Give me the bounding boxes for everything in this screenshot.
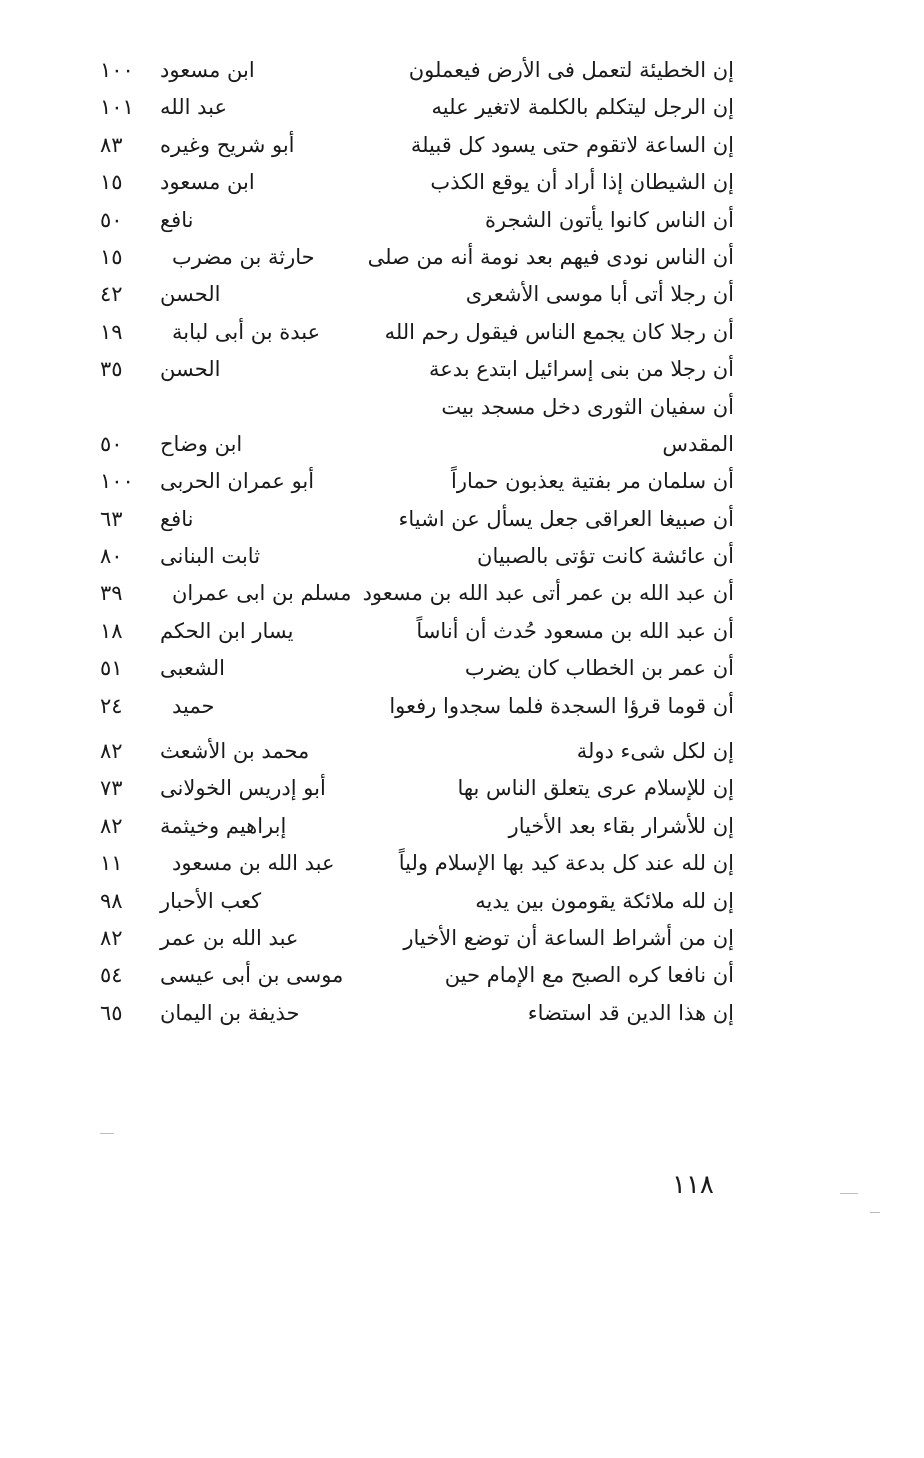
index-entry: [100, 351, 750, 388]
scan-mark: [870, 1212, 880, 1213]
index-entry: [100, 239, 750, 276]
entry-text: إن للإسلام عرى يتعلق الناس بها: [457, 776, 734, 801]
index-entry: [100, 463, 750, 500]
entry-page-ref: [100, 164, 164, 201]
index-entry: [100, 733, 750, 770]
entry-page-ref: [100, 920, 164, 957]
entry-text: أن رجلا من بنى إسرائيل ابتدع بدعة: [428, 357, 734, 382]
entry-page-ref: [100, 52, 164, 89]
entry-page-ref: [100, 613, 164, 650]
entry-page-ref: [100, 314, 164, 351]
entry-text: إن لله عند كل بدعة كيد بها الإسلام ولياً: [398, 851, 734, 876]
entry-page-ref: [100, 808, 164, 845]
index-entry: [100, 957, 750, 994]
index-entry: [100, 426, 750, 463]
entry-page-number: ٨٠: [100, 544, 123, 569]
entry-page-number: ٨٢: [100, 813, 123, 838]
entry-text: أن عبد الله بن مسعود حُدث أن أناساً: [416, 618, 734, 643]
entry-page-ref: [100, 845, 164, 882]
entry-page-number: ٥٤: [100, 963, 123, 988]
entry-text: إن لله ملائكة يقومون بين يديه: [475, 888, 734, 913]
entry-page-ref: [100, 239, 164, 276]
index-entry: [100, 613, 750, 650]
entry-narrator: ابن مسعود: [160, 170, 255, 195]
entry-page-ref: [100, 276, 164, 313]
entry-page-number: ٨٢: [100, 739, 123, 764]
entry-narrator: حارثة بن مضرب: [172, 244, 315, 269]
entry-narrator: موسى بن أبى عيسى: [160, 963, 344, 988]
entry-page-number: ٥٠: [100, 207, 123, 232]
entry-page-ref: [100, 770, 164, 807]
index-entry: [100, 920, 750, 957]
entry-text: إن للأشرار بقاء بعد الأخيار: [508, 813, 734, 838]
entry-narrator: الشعبى: [160, 656, 225, 681]
page-number: ١١٨: [672, 1170, 714, 1200]
entry-page-number: ١٨: [100, 618, 123, 643]
index-entry: [100, 202, 750, 239]
hadith-index-list: [100, 52, 750, 1032]
entry-page-ref: [100, 650, 164, 687]
entry-page-ref: [100, 995, 164, 1032]
entry-page-number: ١٠٠: [100, 58, 134, 82]
index-entry: [100, 538, 750, 575]
entry-narrator: ابن مسعود: [160, 58, 255, 82]
entry-page-number: ١٥: [100, 244, 123, 269]
index-entry: [100, 389, 750, 426]
index-entry: [100, 845, 750, 882]
entry-page-ref: [100, 575, 164, 612]
entry-narrator: أبو إدريس الخولانى: [160, 776, 326, 801]
entry-text: أن سلمان مر بفتية يعذبون حماراً: [451, 469, 734, 494]
entry-page-number: ٣٩: [100, 581, 123, 606]
entry-narrator: مسلم بن ابى عمران: [172, 581, 352, 606]
entry-page-ref: [100, 463, 164, 500]
entry-narrator: عبدة بن أبى لبابة: [172, 319, 321, 344]
entry-text: أن نافعا كره الصبح مع الإمام حين: [444, 963, 734, 988]
entry-page-number: ١٥: [100, 170, 123, 195]
entry-page-ref: [100, 957, 164, 994]
index-entry: [100, 314, 750, 351]
entry-narrator: حذيفة بن اليمان: [160, 1000, 300, 1025]
entry-page-number: ٢٤: [100, 693, 123, 718]
index-entry: [100, 575, 750, 612]
index-entry: [100, 127, 750, 164]
entry-text: أن عائشة كانت تؤتى بالصبيان: [477, 544, 734, 569]
entry-narrator: أبو عمران الحربى: [160, 469, 315, 494]
entry-page-number: ٥١: [100, 656, 123, 681]
entry-page-ref: [100, 733, 164, 770]
entry-page-ref: [100, 127, 164, 164]
index-entry: [100, 688, 750, 725]
entry-page-number: ٧٣: [100, 776, 123, 801]
entry-page-number: ٥٠: [100, 431, 123, 456]
entry-narrator: نافع: [160, 207, 194, 232]
entry-text: أن عمر بن الخطاب كان يضرب: [464, 656, 734, 681]
entry-text: أن قوما قرؤا السجدة فلما سجدوا رفعوا: [389, 693, 734, 718]
entry-narrator: الحسن: [160, 282, 221, 307]
entry-narrator: نافع: [160, 506, 194, 531]
entry-text: إن من أشراط الساعة أن توضع الأخيار: [403, 925, 734, 950]
entry-page-ref: [100, 426, 164, 463]
entry-narrator: عبد الله بن عمر: [160, 925, 299, 950]
entry-narrator: ابن وضاح: [160, 431, 243, 456]
entry-page-number: ٩٨: [100, 888, 123, 913]
entry-text: أن عبد الله بن عمر أتى عبد الله بن مسعود: [362, 581, 734, 606]
entry-text: إن الخطيئة لتعمل فى الأرض فيعملون: [408, 58, 734, 82]
entry-page-ref: [100, 501, 164, 538]
entry-narrator: عبد الله بن مسعود: [172, 851, 335, 876]
index-entry: [100, 89, 750, 126]
entry-text: أن الناس كانوا يأتون الشجرة: [485, 207, 734, 232]
entry-page-number: ٦٥: [100, 1000, 123, 1025]
index-entry: [100, 883, 750, 920]
entry-page-number: ١٩: [100, 319, 123, 344]
index-entry: [100, 650, 750, 687]
entry-page-ref: [100, 538, 164, 575]
entry-narrator: محمد بن الأشعث: [160, 739, 310, 764]
entry-page-number: ١٠٠: [100, 469, 134, 494]
entry-text: إن لكل شىء دولة: [576, 739, 734, 764]
entry-text: إن الساعة لاتقوم حتى يسود كل قبيلة: [410, 132, 734, 157]
index-entry: [100, 995, 750, 1032]
entry-narrator: يسار ابن الحكم: [160, 618, 294, 643]
entry-text: إن الرجل ليتكلم بالكلمة لاتغير عليه: [431, 95, 734, 120]
entry-narrator: أبو شريح وغيره: [160, 132, 295, 157]
entry-text: أن سفيان الثورى دخل مسجد بيت: [441, 394, 734, 419]
entry-text: أن الناس نودى فيهم بعد نومة أنه من صلى: [367, 244, 734, 269]
entry-page-ref: [100, 688, 164, 725]
entry-page-ref: [100, 202, 164, 239]
entry-page-ref: [100, 89, 164, 126]
index-entry: [100, 52, 750, 89]
entry-page-number: ١١: [100, 851, 123, 876]
entry-narrator: كعب الأحبار: [160, 888, 262, 913]
index-entry: [100, 164, 750, 201]
entry-page-number: ٣٥: [100, 357, 123, 382]
entry-page-number: ٤٢: [100, 282, 123, 307]
entry-narrator: حميد: [172, 693, 215, 718]
scan-mark: [100, 1133, 114, 1134]
index-entry: [100, 808, 750, 845]
entry-page-number: ٦٣: [100, 506, 123, 531]
entry-narrator: عبد الله: [160, 95, 228, 120]
entry-page-number: ١٠١: [100, 95, 134, 120]
index-entry: [100, 501, 750, 538]
entry-page-number: ٨٣: [100, 132, 123, 157]
entry-text: أن رجلا كان يجمع الناس فيقول رحم الله: [384, 319, 734, 344]
entry-text: أن صبيغا العراقى جعل يسأل عن اشياء: [398, 506, 734, 531]
entry-narrator: إبراهيم وخيثمة: [160, 813, 287, 838]
entry-page-number: ٨٢: [100, 925, 123, 950]
entry-page-ref: [100, 351, 164, 388]
entry-text: إن الشيطان إذا أراد أن يوقع الكذب: [430, 170, 734, 195]
entry-page-ref: [100, 883, 164, 920]
index-entry: [100, 770, 750, 807]
entry-text: إن هذا الدين قد استضاء: [527, 1000, 734, 1025]
scan-mark: [840, 1193, 858, 1194]
index-entry: [100, 276, 750, 313]
entry-text: أن رجلا أتى أبا موسى الأشعرى: [465, 282, 734, 307]
entry-text: المقدس: [662, 431, 734, 456]
entry-narrator: ثابت البنانى: [160, 544, 261, 569]
entry-narrator: الحسن: [160, 357, 221, 382]
